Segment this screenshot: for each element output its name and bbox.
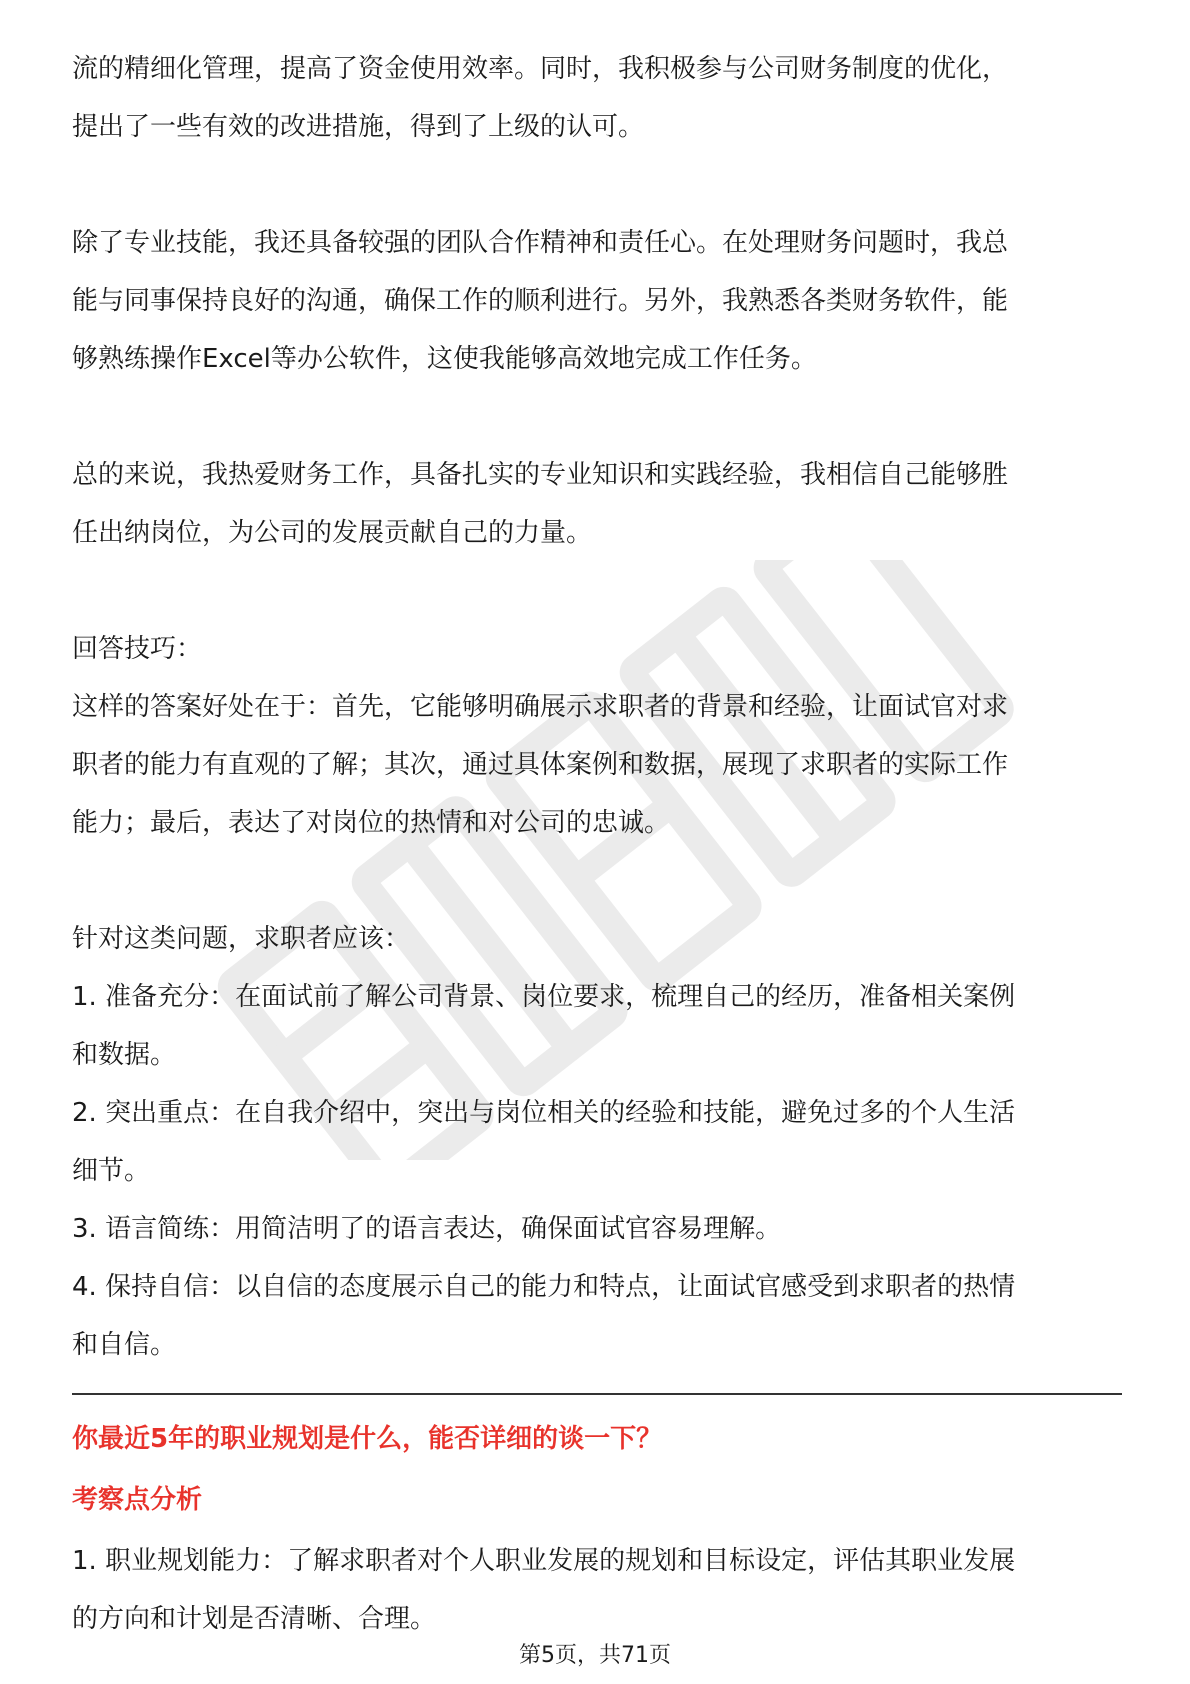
section-divider	[72, 1393, 1122, 1395]
list-item: 1. 准备充分：在面试前了解公司背景、岗位要求，梳理自己的经历，准备相关案例 和数据。	[72, 982, 1016, 1070]
list-item: 2. 突出重点：在自我介绍中，突出与岗位相关的经验和技能，避免过多的个人生活 细节。	[72, 1098, 1016, 1186]
question-title: 你最近5年的职业规划是什么，能否详细的谈一下？	[72, 1424, 663, 1454]
paragraph-1: 流的精细化管理，提高了资金使用效率。同时，我积极参与公司财务制度的优化， 提出了一些有效的改进措施，得到了上级的认可。	[72, 54, 1009, 142]
question-section	[72, 1410, 1122, 1648]
paragraph-3: 总的来说，我热爱财务工作，具备扎实的专业知识和实践经验，我相信自己能够胜 任出纳岗位，为公司的发展贡献自己的力量。	[72, 460, 1009, 548]
tips-body: 这样的答案好处在于：首先，它能够明确展示求职者的背景和经验，让面试官对求 职者的能力有直观的了解；其次，通过具体案例和数据，展现了求职者的实际工作 能力；最后，表达了对岗位的热情和对公司的忠诚。	[72, 692, 1009, 838]
list-item: 4. 保持自信：以自信的态度展示自己的能力和特点，让面试官感受到求职者的热情 和自信。	[72, 1272, 1016, 1360]
document-body	[72, 40, 1122, 1374]
page-number: 第5页，共71页	[519, 1643, 671, 1668]
question-subtitle: 考察点分析	[72, 1485, 203, 1515]
paragraph-2: 除了专业技能，我还具备较强的团队合作精神和责任心。在处理财务问题时，我总 能与同事保持良好的沟通，确保工作的顺利进行。另外，我熟悉各类财务软件，能 够熟练操作Excel等办公软件，这使我能够高效地完成工作任务。	[72, 228, 1009, 374]
list-item: 1. 职业规划能力：了解求职者对个人职业发展的规划和目标设定，评估其职业发展 的方向和计划是否清晰、合理。	[72, 1546, 1016, 1634]
tips-heading: 回答技巧：	[72, 634, 203, 664]
list-item: 3. 语言简练：用简洁明了的语言表达，确保面试官容易理解。	[72, 1214, 782, 1244]
advice-heading: 针对这类问题，求职者应该：	[72, 924, 411, 954]
